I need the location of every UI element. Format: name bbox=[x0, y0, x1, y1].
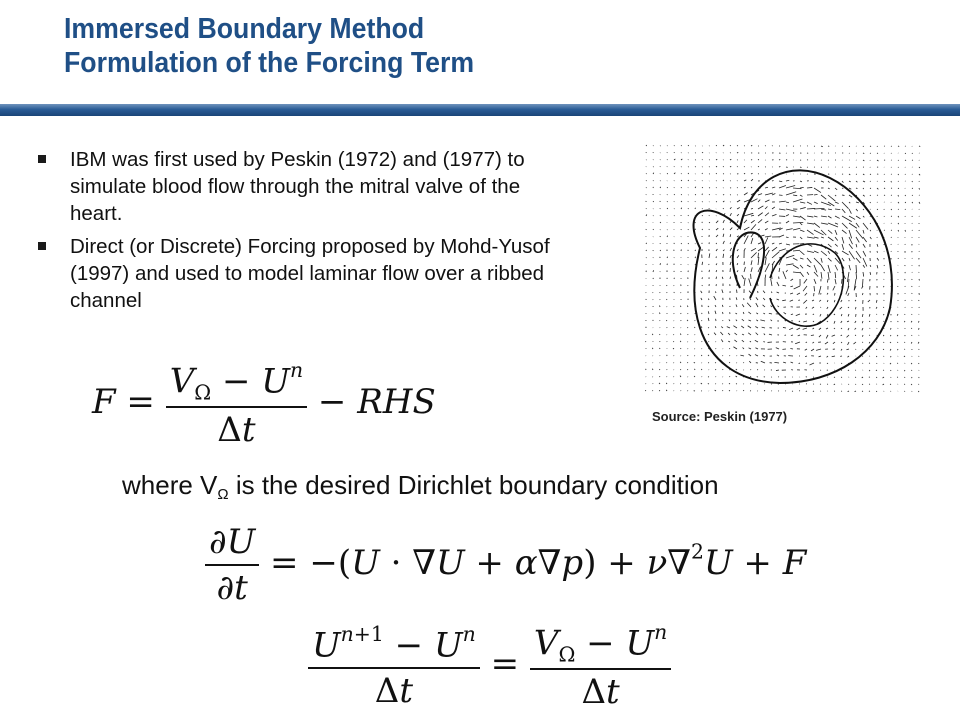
velocity-vector bbox=[876, 391, 877, 392]
velocity-vector bbox=[904, 342, 905, 343]
velocity-vector bbox=[702, 229, 703, 230]
velocity-vector bbox=[891, 146, 892, 147]
velocity-vector bbox=[715, 362, 716, 363]
velocity-vector bbox=[876, 321, 877, 322]
velocity-vector bbox=[730, 145, 731, 146]
velocity-vector bbox=[783, 327, 786, 328]
velocity-vector bbox=[884, 174, 885, 175]
velocity-vector bbox=[673, 341, 674, 342]
velocity-vector bbox=[681, 173, 682, 174]
velocity-vector bbox=[870, 181, 871, 182]
velocity-vector bbox=[758, 159, 759, 160]
velocity-vector bbox=[645, 341, 646, 342]
velocity-vector bbox=[716, 187, 717, 188]
velocity-vector bbox=[898, 167, 899, 168]
velocity-vector bbox=[848, 370, 849, 371]
velocity-vector bbox=[891, 195, 892, 196]
velocity-vector bbox=[827, 279, 828, 283]
velocity-vector bbox=[862, 342, 863, 343]
velocity-vector bbox=[681, 187, 682, 188]
velocity-vector bbox=[763, 355, 765, 356]
velocity-vector bbox=[862, 335, 863, 337]
title-divider bbox=[0, 104, 960, 116]
velocity-vector bbox=[904, 370, 905, 371]
velocity-vector bbox=[729, 348, 730, 349]
velocity-vector bbox=[751, 145, 752, 146]
velocity-vector bbox=[695, 194, 696, 195]
velocity-vector bbox=[723, 194, 724, 195]
velocity-vector bbox=[855, 307, 856, 309]
heart-flow-figure bbox=[640, 138, 926, 400]
velocity-vector bbox=[653, 201, 654, 202]
velocity-vector bbox=[750, 383, 751, 384]
velocity-vector bbox=[870, 174, 871, 175]
bullet-item bbox=[34, 233, 574, 314]
velocity-vector bbox=[722, 390, 723, 391]
velocity-vector bbox=[855, 384, 856, 385]
velocity-vector bbox=[918, 321, 919, 323]
velocity-vector bbox=[813, 391, 814, 392]
velocity-vector bbox=[716, 201, 717, 202]
velocity-vector bbox=[800, 167, 802, 168]
velocity-vector bbox=[898, 209, 899, 210]
velocity-vector bbox=[806, 391, 807, 392]
velocity-vector bbox=[876, 370, 877, 371]
velocity-vector bbox=[659, 390, 660, 391]
velocity-vector bbox=[876, 377, 877, 378]
velocity-vector bbox=[702, 201, 703, 202]
velocity-vector bbox=[855, 377, 856, 378]
velocity-vector bbox=[884, 195, 885, 196]
velocity-vector bbox=[737, 152, 738, 153]
velocity-vector bbox=[652, 369, 653, 370]
velocity-vector bbox=[918, 391, 919, 392]
velocity-vector bbox=[806, 342, 807, 343]
velocity-vector bbox=[905, 209, 906, 210]
where-prefix: where V bbox=[122, 470, 218, 500]
velocity-vector bbox=[905, 160, 906, 161]
momentum-equation: $\frac{\partial U}{\partial t}$ = −(U · ∇U + α∇p) + ν∇$^2$U + F bbox=[205, 522, 806, 608]
velocity-vector bbox=[883, 286, 884, 287]
velocity-vector bbox=[681, 243, 682, 244]
velocity-vector bbox=[841, 363, 842, 364]
velocity-vector bbox=[645, 390, 646, 391]
velocity-vector bbox=[876, 356, 877, 357]
bullet-item bbox=[34, 146, 574, 227]
velocity-vector bbox=[876, 349, 877, 350]
velocity-vector bbox=[750, 369, 751, 370]
velocity-vector bbox=[716, 243, 717, 244]
velocity-vector bbox=[737, 166, 738, 167]
velocity-vector bbox=[834, 377, 835, 378]
velocity-vector bbox=[771, 292, 772, 293]
velocity-vector bbox=[702, 208, 703, 209]
velocity-vector bbox=[729, 355, 730, 356]
velocity-vector bbox=[842, 188, 843, 189]
velocity-vector bbox=[898, 174, 899, 175]
velocity-vector bbox=[695, 229, 696, 230]
velocity-vector bbox=[911, 328, 912, 329]
velocity-vector bbox=[870, 146, 871, 147]
velocity-vector bbox=[918, 384, 919, 385]
title-line-2: Formulation of the Forcing Term bbox=[64, 47, 475, 79]
square-bullet-icon bbox=[38, 155, 46, 163]
velocity-vector bbox=[737, 145, 738, 146]
velocity-vector bbox=[904, 391, 905, 392]
velocity-vector bbox=[688, 243, 689, 244]
velocity-vector bbox=[814, 181, 815, 182]
velocity-vector bbox=[674, 215, 675, 216]
velocity-vector bbox=[716, 173, 717, 174]
square-bullet-icon bbox=[38, 242, 46, 250]
velocity-vector bbox=[715, 291, 716, 293]
velocity-vector bbox=[841, 377, 842, 378]
velocity-vector bbox=[667, 201, 668, 202]
velocity-vector bbox=[877, 153, 878, 154]
velocity-vector bbox=[776, 370, 779, 371]
velocity-vector bbox=[660, 250, 661, 251]
velocity-vector bbox=[897, 363, 898, 364]
velocity-vector bbox=[743, 362, 744, 363]
velocity-vector bbox=[722, 355, 723, 356]
velocity-vector bbox=[695, 250, 696, 251]
velocity-vector bbox=[898, 181, 899, 182]
velocity-vector bbox=[653, 270, 654, 272]
velocity-vector bbox=[666, 320, 667, 321]
velocity-vector bbox=[919, 146, 920, 147]
velocity-vector bbox=[898, 160, 899, 161]
velocity-vector bbox=[659, 376, 660, 377]
velocity-vector bbox=[702, 159, 703, 160]
velocity-vector bbox=[667, 236, 668, 237]
velocity-vector bbox=[681, 145, 682, 146]
velocity-vector bbox=[758, 253, 759, 258]
velocity-vector bbox=[716, 145, 717, 146]
velocity-vector bbox=[848, 384, 849, 385]
velocity-vector bbox=[688, 180, 689, 181]
velocity-vector bbox=[695, 166, 696, 167]
velocity-vector bbox=[863, 153, 864, 154]
dirichlet-note bbox=[122, 470, 719, 503]
title-line-1: Immersed Boundary Method bbox=[64, 13, 425, 45]
velocity-vector bbox=[890, 335, 891, 336]
velocity-vector bbox=[729, 376, 730, 377]
where-subscript: Ω bbox=[217, 486, 229, 503]
velocity-vector bbox=[646, 145, 647, 146]
velocity-vector bbox=[694, 362, 695, 363]
velocity-vector bbox=[681, 194, 682, 195]
velocity-vector bbox=[646, 180, 647, 181]
velocity-vector bbox=[870, 188, 871, 189]
velocity-vector bbox=[870, 195, 871, 196]
velocity-vector bbox=[884, 188, 885, 189]
velocity-vector bbox=[890, 391, 891, 392]
slide-title bbox=[64, 12, 474, 80]
velocity-vector bbox=[764, 390, 765, 391]
velocity-vector bbox=[702, 215, 703, 216]
velocity-vector bbox=[876, 314, 877, 315]
velocity-vector bbox=[811, 335, 814, 336]
velocity-vector bbox=[680, 369, 681, 370]
velocity-vector bbox=[897, 349, 898, 350]
velocity-vector bbox=[912, 188, 913, 189]
velocity-vector bbox=[673, 334, 674, 335]
velocity-vector bbox=[709, 194, 710, 195]
velocity-vector bbox=[750, 376, 751, 377]
velocity-vector bbox=[701, 369, 702, 370]
velocity-vector bbox=[723, 166, 724, 167]
velocity-vector bbox=[904, 349, 905, 350]
velocity-vector bbox=[701, 355, 702, 356]
velocity-vector bbox=[805, 356, 807, 357]
velocity-vector bbox=[870, 153, 871, 154]
velocity-vector bbox=[883, 314, 884, 315]
velocity-vector bbox=[820, 307, 821, 308]
velocity-vector bbox=[891, 223, 892, 224]
velocity-vector bbox=[659, 369, 660, 370]
velocity-vector bbox=[897, 342, 898, 343]
velocity-vector bbox=[911, 370, 912, 371]
velocity-vector bbox=[666, 362, 667, 363]
velocity-vector bbox=[905, 195, 906, 196]
velocity-vector bbox=[737, 187, 738, 188]
velocity-vector bbox=[862, 363, 863, 364]
velocity-vector bbox=[687, 369, 688, 370]
velocity-vector bbox=[904, 384, 905, 385]
velocity-vector bbox=[729, 390, 730, 391]
velocity-vector bbox=[862, 391, 863, 392]
velocity-vector bbox=[715, 369, 716, 370]
velocity-vector bbox=[891, 216, 892, 217]
forcing-equation: F = $\frac{V_\Omega - U^n}{\Delta t}$ − RHS bbox=[92, 358, 436, 451]
velocity-vector bbox=[708, 327, 709, 328]
bullet-text: Direct (or Discrete) Forcing proposed by Mohd-Yusof (1997) and used to model laminar flow over a ribbed channel bbox=[70, 235, 550, 312]
velocity-vector bbox=[757, 369, 758, 370]
velocity-vector bbox=[723, 208, 724, 209]
velocity-vector bbox=[862, 279, 863, 286]
velocity-vector bbox=[855, 335, 856, 336]
velocity-vector bbox=[813, 314, 814, 315]
velocity-vector bbox=[912, 153, 913, 154]
velocity-vector bbox=[883, 307, 884, 308]
bullet-list bbox=[34, 146, 574, 320]
figure-caption: Source: Peskin (1977) bbox=[652, 409, 788, 424]
velocity-vector bbox=[905, 230, 906, 232]
velocity-vector bbox=[687, 362, 688, 363]
velocity-vector bbox=[646, 173, 647, 174]
velocity-vector bbox=[912, 195, 913, 196]
velocity-vector bbox=[730, 277, 731, 279]
velocity-vector bbox=[779, 159, 780, 160]
velocity-vector bbox=[667, 187, 668, 188]
velocity-vector bbox=[687, 327, 688, 328]
velocity-vector bbox=[674, 194, 675, 195]
where-suffix: is the desired Dirichlet boundary condition bbox=[228, 470, 719, 500]
velocity-vector bbox=[667, 173, 668, 174]
velocity-vector bbox=[646, 243, 647, 244]
velocity-vector bbox=[862, 293, 863, 295]
bullet-text: IBM was first used by Peskin (1972) and (1977) to simulate blood flow through the mitral valve of the heart. bbox=[70, 148, 525, 225]
velocity-vector bbox=[744, 166, 745, 167]
velocity-vector bbox=[890, 384, 891, 385]
velocity-vector bbox=[652, 390, 653, 391]
time-discretization-equation: $\frac{U^{n+1} - U^n}{\Delta t}$ = $\frac{V_\Omega - U^n}{\Delta t}$ bbox=[308, 620, 671, 712]
